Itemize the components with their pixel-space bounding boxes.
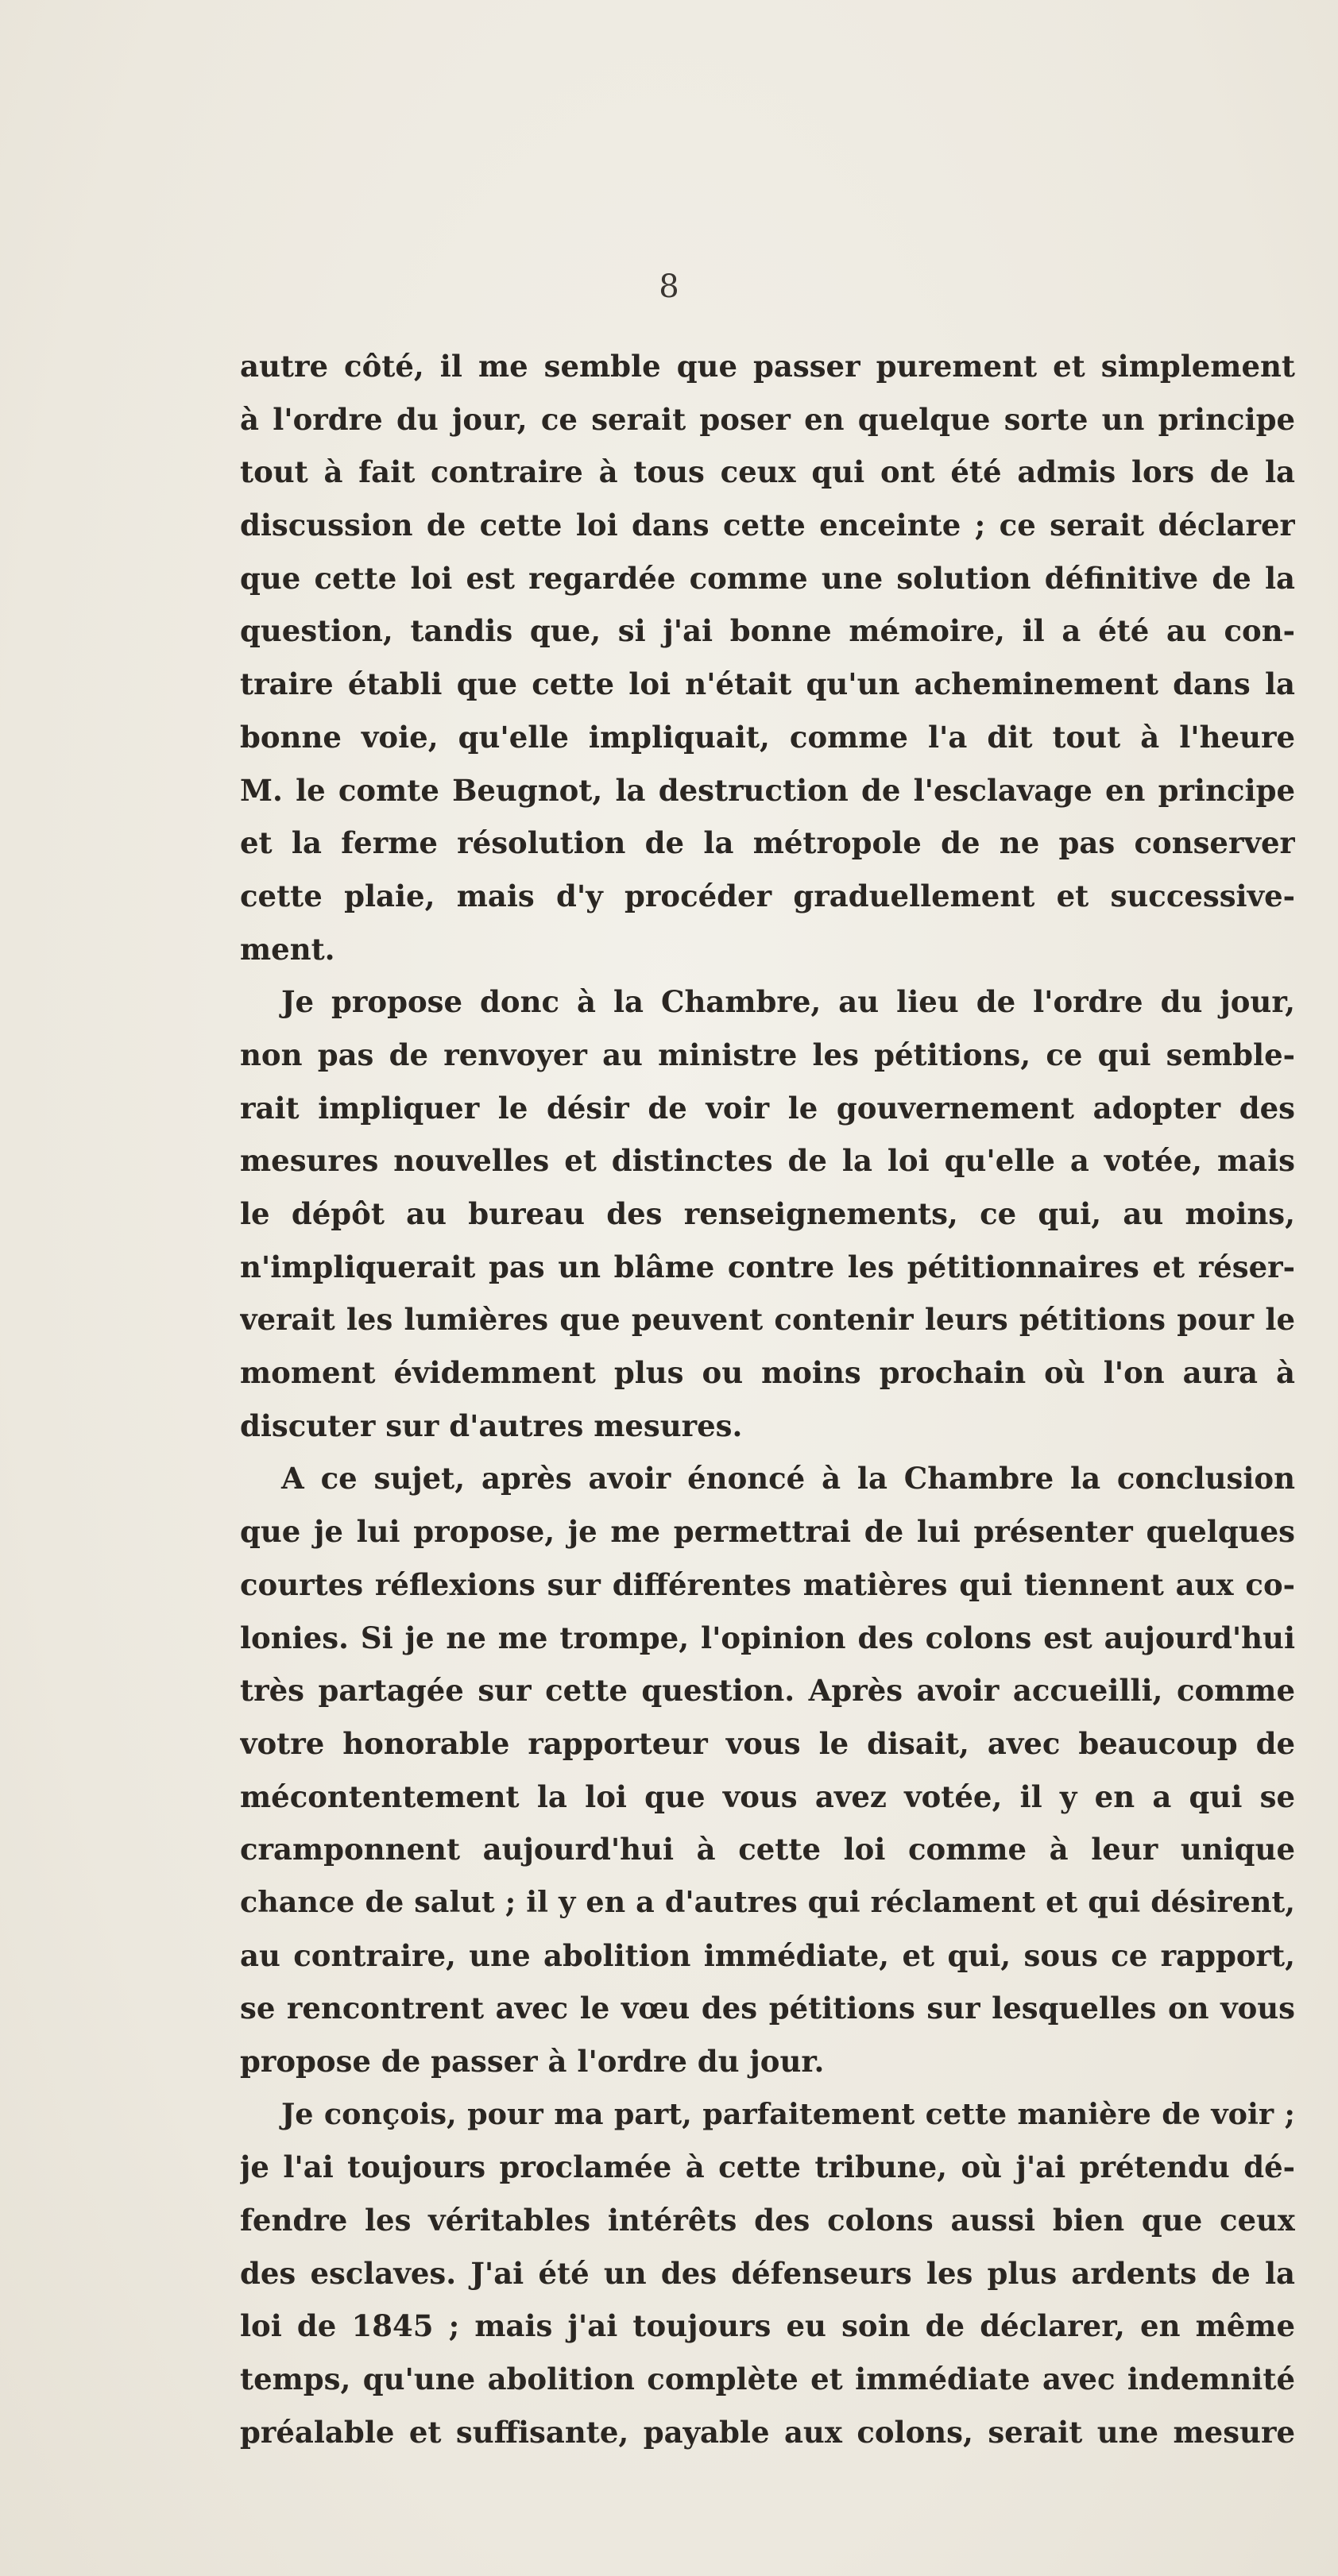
text-line: M. le comte Beugnot, la destruction de l'esclavage en principe bbox=[240, 772, 1295, 808]
text-line: courtes réflexions sur différentes matières qui tiennent aux co- bbox=[240, 1566, 1295, 1602]
text-line: question, tandis que, si j'ai bonne mémoire, il a été au con- bbox=[240, 613, 1295, 649]
body-text bbox=[240, 340, 1295, 2459]
text-line: et la ferme résolution de la métropole de ne pas conserver bbox=[240, 825, 1295, 861]
text-line: rait impliquer le désir de voir le gouvernement adopter des bbox=[240, 1090, 1295, 1126]
text-line: autre côté, il me semble que passer purement et simplement bbox=[240, 349, 1295, 384]
text-line: chance de salut ; il y en a d'autres qui réclament et qui désirent, bbox=[240, 1884, 1295, 1919]
text-line: propose de passer à l'ordre du jour. bbox=[240, 2044, 825, 2079]
text-line: votre honorable rapporteur vous le disait, avec beaucoup de bbox=[240, 1725, 1295, 1761]
text-line: préalable et suffisante, payable aux colons, serait une mesure bbox=[240, 2414, 1295, 2450]
text-line: mesures nouvelles et distinctes de la loi qu'elle a votée, mais bbox=[240, 1143, 1295, 1179]
text-line: A ce sujet, après avoir énoncé à la Chambre la conclusion bbox=[281, 1461, 1295, 1497]
text-line: ment. bbox=[240, 931, 335, 967]
text-line: Je conçois, pour ma part, parfaitement cette manière de voir ; bbox=[281, 2096, 1295, 2131]
text-line: très partagée sur cette question. Après avoir accueilli, comme bbox=[240, 1673, 1295, 1709]
text-line: fendre les véritables intérêts des colons aussi bien que ceux bbox=[240, 2203, 1295, 2238]
text-line: des esclaves. J'ai été un des défenseurs les plus ardents de la bbox=[240, 2255, 1295, 2291]
text-line: cette plaie, mais d'y procéder graduellement et successive- bbox=[240, 878, 1295, 913]
text-line: au contraire, une abolition immédiate, et qui, sous ce rapport, bbox=[240, 1937, 1295, 1973]
text-line: se rencontrent avec le vœu des pétitions sur lesquelles on vous bbox=[240, 1991, 1295, 2026]
text-line: tout à fait contraire à tous ceux qui ont été admis lors de la bbox=[240, 454, 1295, 490]
text-line: à l'ordre du jour, ce serait poser en quelque sorte un principe bbox=[240, 401, 1295, 437]
text-line: moment évidemment plus ou moins prochain où l'on aura à bbox=[240, 1355, 1295, 1391]
text-line: mécontentement la loi que vous avez votée, il y en a qui se bbox=[240, 1778, 1295, 1814]
text-line: cramponnent aujourd'hui à cette loi comme à leur unique bbox=[240, 1832, 1295, 1867]
text-line: traire établi que cette loi n'était qu'un acheminement dans la bbox=[240, 666, 1295, 702]
text-line: Je propose donc à la Chambre, au lieu de l'ordre du jour, bbox=[281, 984, 1295, 1020]
text-line: lonies. Si je ne me trompe, l'opinion des colons est aujourd'hui bbox=[240, 1620, 1295, 1655]
text-line: je l'ai toujours proclamée à cette tribune, où j'ai prétendu dé- bbox=[240, 2149, 1295, 2185]
page-number: 8 bbox=[659, 268, 679, 305]
text-line: que cette loi est regardée comme une solution définitive de la bbox=[240, 560, 1295, 596]
text-line: verait les lumières que peuvent contenir leurs pétitions pour le bbox=[240, 1302, 1295, 1338]
text-line: non pas de renvoyer au ministre les pétitions, ce qui semble- bbox=[240, 1037, 1295, 1072]
text-line: que je lui propose, je me permettrai de lui présenter quelques bbox=[240, 1514, 1295, 1550]
text-line: le dépôt au bureau des renseignements, ce qui, au moins, bbox=[240, 1196, 1295, 1231]
text-line: n'impliquerait pas un blâme contre les pétitionnaires et réser- bbox=[240, 1249, 1295, 1284]
text-line: discussion de cette loi dans cette enceinte ; ce serait déclarer bbox=[240, 508, 1295, 543]
text-line: discuter sur d'autres mesures. bbox=[240, 1408, 743, 1443]
text-line: loi de 1845 ; mais j'ai toujours eu soin de déclarer, en même bbox=[240, 2308, 1295, 2344]
text-line: bonne voie, qu'elle impliquait, comme l'a dit tout à l'heure bbox=[240, 719, 1295, 755]
text-line: temps, qu'une abolition complète et immédiate avec indemnité bbox=[240, 2362, 1295, 2397]
